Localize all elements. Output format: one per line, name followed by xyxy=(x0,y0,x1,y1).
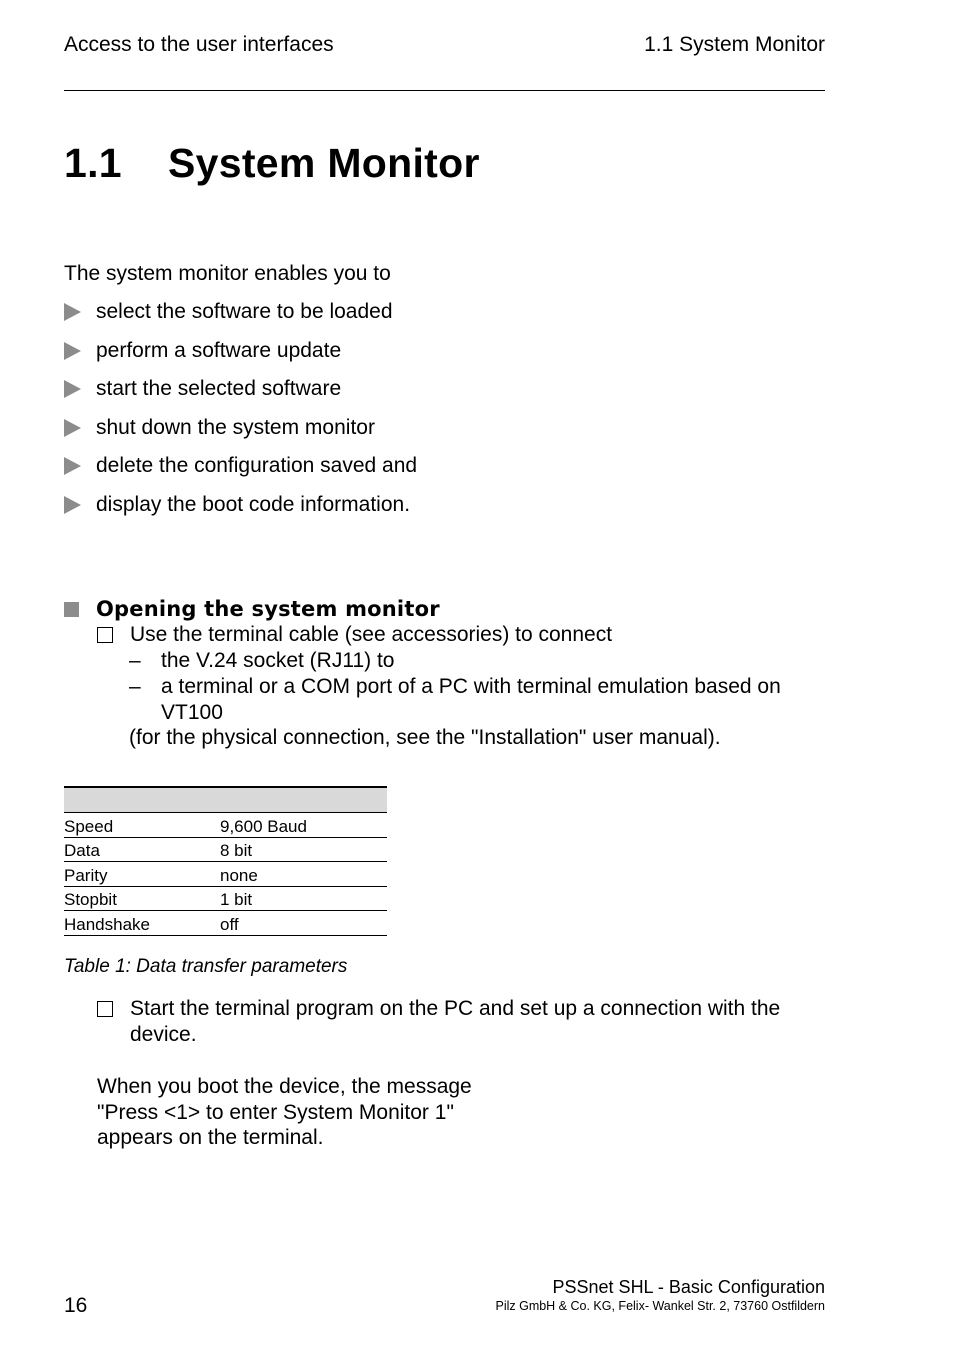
table-row: Data 8 bit xyxy=(64,837,387,862)
sub-step: – a terminal or a COM port of a PC with terminal emulation based on VT100 xyxy=(129,675,781,724)
table-row: Stopbit 1 bit xyxy=(64,886,387,911)
section-number: 1.1 xyxy=(64,140,122,186)
square-bullet-icon xyxy=(64,602,79,617)
list-item: perform a software update xyxy=(64,339,417,378)
data-transfer-table xyxy=(64,786,387,936)
checkbox-icon xyxy=(97,1001,113,1017)
header-divider xyxy=(64,90,825,91)
list-item: start the selected software xyxy=(64,377,417,416)
footer-address: Pilz GmbH & Co. KG, Felix- Wankel Str. 2, 73760 Ostfildern xyxy=(495,1299,825,1313)
note-text: (for the physical connection, see the "Installation" user manual). xyxy=(129,726,721,749)
table-row: Parity none xyxy=(64,862,387,887)
section-title: System Monitor xyxy=(168,140,480,186)
running-header-left: Access to the user interfaces xyxy=(64,33,334,56)
instruction-step: Start the terminal program on the PC and set up a connection with the device. xyxy=(97,996,780,1048)
triangle-bullet-icon xyxy=(64,380,81,398)
footer-document-title: PSSnet SHL - Basic Configuration xyxy=(552,1277,825,1297)
table-caption: Table 1: Data transfer parameters xyxy=(64,956,348,977)
list-item: delete the configuration saved and xyxy=(64,454,417,493)
triangle-bullet-icon xyxy=(64,496,81,514)
instruction-step: Use the terminal cable (see accessories) to connect xyxy=(97,622,612,648)
feature-list xyxy=(64,300,417,532)
table-row: Speed 9,600 Baud xyxy=(64,813,387,838)
list-item: select the software to be loaded xyxy=(64,300,417,339)
triangle-bullet-icon xyxy=(64,457,81,475)
running-header-right: 1.1 System Monitor xyxy=(644,33,825,56)
page-title xyxy=(64,140,480,187)
page-number: 16 xyxy=(64,1294,88,1317)
table-row: Handshake off xyxy=(64,911,387,936)
table-header-row xyxy=(64,787,387,813)
list-item: shut down the system monitor xyxy=(64,416,417,455)
intro-text: The system monitor enables you to xyxy=(64,262,391,285)
checkbox-icon xyxy=(97,627,113,643)
triangle-bullet-icon xyxy=(64,342,81,360)
list-item: display the boot code information. xyxy=(64,493,417,532)
sub-step: – the V.24 socket (RJ11) to xyxy=(129,649,395,672)
section-heading: Opening the system monitor xyxy=(64,597,440,621)
boot-message-text: When you boot the device, the message "Press <1> to enter System Monitor 1" appears on the terminal. xyxy=(97,1075,472,1149)
triangle-bullet-icon xyxy=(64,419,81,437)
triangle-bullet-icon xyxy=(64,303,81,321)
